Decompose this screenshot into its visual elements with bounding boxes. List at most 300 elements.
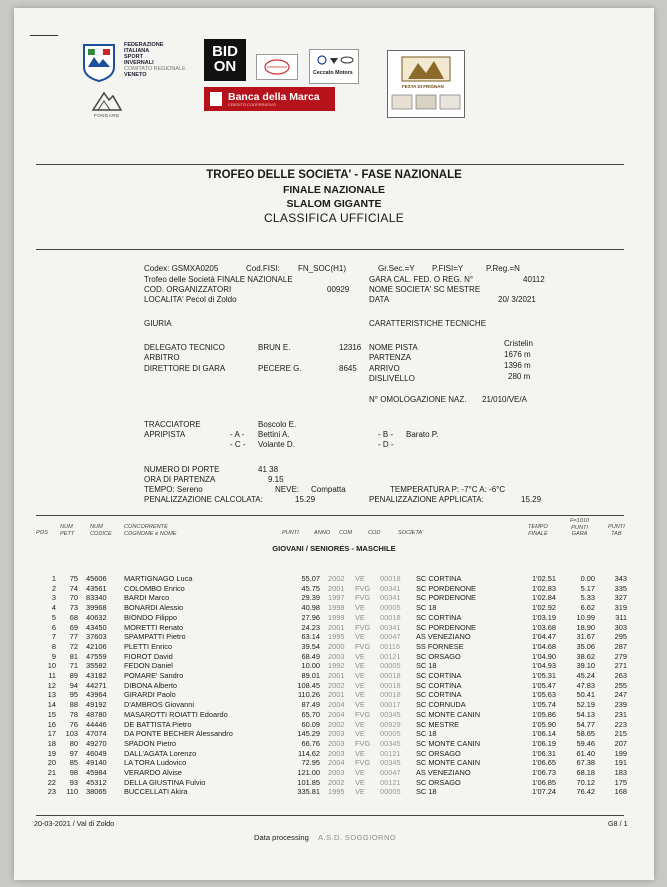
cell-societa: SC MONTE CANIN xyxy=(416,758,481,768)
cell-comitato: VE xyxy=(355,748,365,758)
cell-pos: 8 xyxy=(51,641,56,651)
cell-pettorale: 68 xyxy=(69,612,78,622)
cell-punti: 101.85 xyxy=(297,777,320,787)
cell-pos: 15 xyxy=(47,709,56,719)
cell-punti: 110.26 xyxy=(297,690,320,700)
cell-cod-societa: 00018 xyxy=(380,612,401,622)
cell-comitato: FVG xyxy=(355,709,371,719)
cell-codice: 43561 xyxy=(86,583,107,593)
cell-cod-societa: 00018 xyxy=(380,574,401,583)
cell-cod-societa: 00005 xyxy=(380,787,401,797)
cell-pettorale: 70 xyxy=(69,593,78,603)
codex: Codex: GSMXA0205 xyxy=(144,264,219,273)
cell-anno: 1997 xyxy=(328,593,345,603)
cell-codice: 45606 xyxy=(86,574,107,583)
cell-comitato: VE xyxy=(355,680,365,690)
cell-codice: 49270 xyxy=(86,738,107,748)
omologazione-value: 21/010/VE/A xyxy=(482,395,527,404)
cell-comitato: FVG xyxy=(355,641,371,651)
neve-value: Compatta xyxy=(311,485,346,494)
table-row xyxy=(14,787,654,797)
cell-codice: 42106 xyxy=(86,641,107,651)
cell-pos: 2 xyxy=(51,583,56,593)
cell-name: FEDON Daniel xyxy=(124,661,173,671)
delegato-code: 12316 xyxy=(339,343,362,352)
th-num-codice: NUM CODICE xyxy=(90,524,112,537)
cell-punti: 27.96 xyxy=(301,612,320,622)
cell-anno: 1999 xyxy=(328,612,345,622)
numero-porte-label: NUMERO DI PORTE xyxy=(144,465,220,474)
cell-pettorale: 85 xyxy=(69,758,78,768)
cell-pos: 20 xyxy=(47,758,56,768)
cell-pettorale: 97 xyxy=(69,748,78,758)
cell-pettorale: 76 xyxy=(69,719,78,729)
numero-porte-value: 41 38 xyxy=(258,465,279,474)
cell-tempo-finale: 1'06.85 xyxy=(531,777,556,787)
cell-tempo-finale: 1'05.74 xyxy=(531,700,556,710)
cell-anno: 2002 xyxy=(328,777,345,787)
cell-societa: SC CORTINA xyxy=(416,612,462,622)
cell-tempo-finale: 1'05.86 xyxy=(531,709,556,719)
direttore-label: DIRETTORE DI GARA xyxy=(144,364,226,373)
cell-name: DIBONA Alberto xyxy=(124,680,177,690)
cell-tempo-finale: 1'02.83 xyxy=(531,583,556,593)
partenza-label: PARTENZA xyxy=(369,353,411,362)
table-row xyxy=(14,778,654,788)
cell-anno: 2004 xyxy=(328,700,345,710)
cell-punti-tab: 335 xyxy=(614,583,627,593)
cell-codice: 49192 xyxy=(86,700,107,710)
trofeo-line: Trofeo delle Società FINALE NAZIONALE xyxy=(144,275,293,284)
arbitro-label: ARBITRO xyxy=(144,353,180,362)
cell-pettorale: 88 xyxy=(69,700,78,710)
table-row xyxy=(14,758,654,768)
cell-cod-societa: 00005 xyxy=(380,603,401,613)
cell-punti-tab: 327 xyxy=(614,593,627,603)
cell-societa: SC ORSAGO xyxy=(416,777,461,787)
cell-tempo-finale: 1'05.31 xyxy=(531,671,556,680)
cell-punti-tab: 223 xyxy=(614,719,627,729)
cell-punti-gara: 67.38 xyxy=(576,758,595,768)
table-row xyxy=(14,661,654,671)
table-row xyxy=(14,623,654,633)
cell-name: GIRARDI Paolo xyxy=(124,690,176,700)
cell-name: VERARDO Alvise xyxy=(124,768,182,777)
cell-punti-gara: 54.13 xyxy=(576,709,595,719)
tracciatore-label: TRACCIATORE xyxy=(144,420,201,429)
cell-cod-societa: 00018 xyxy=(380,680,401,690)
cell-codice: 48780 xyxy=(86,709,107,719)
apripista-c-label: - C - xyxy=(230,440,246,449)
cell-comitato: VE xyxy=(355,729,365,739)
arrivo-label: ARRIVO xyxy=(369,364,400,373)
cell-punti-gara: 58.65 xyxy=(576,729,595,739)
cell-comitato: VE xyxy=(355,719,365,729)
cell-pettorale: 94 xyxy=(69,680,78,690)
apripista-b-label: - B - xyxy=(378,430,394,439)
cell-cod-societa: 00018 xyxy=(380,671,401,680)
cell-punti-tab: 271 xyxy=(614,661,627,671)
cell-punti: 10.00 xyxy=(301,661,320,671)
cell-cod-societa: 00341 xyxy=(380,593,401,603)
cell-punti-gara: 47.83 xyxy=(576,680,595,690)
cell-comitato: FVG xyxy=(355,758,371,768)
bidon-logo: BID ON xyxy=(204,39,246,81)
cell-punti: 335.81 xyxy=(297,787,320,797)
cell-pos: 19 xyxy=(47,748,56,758)
cell-anno: 2002 xyxy=(328,574,345,583)
cell-name: MASAROTTI ROIATTI Edoardo xyxy=(124,709,228,719)
category-heading: GIOVANI / SENIORES - MASCHILE xyxy=(272,544,396,553)
cell-name: BONARDI Alessio xyxy=(124,603,184,613)
table-row xyxy=(14,720,654,730)
cell-anno: 2001 xyxy=(328,583,345,593)
table-row xyxy=(14,574,654,584)
cell-punti-gara: 70.12 xyxy=(576,777,595,787)
cell-comitato: VE xyxy=(355,777,365,787)
cell-comitato: FVG xyxy=(355,738,371,748)
direttore-code: 8645 xyxy=(339,364,357,373)
cell-pos: 6 xyxy=(51,622,56,632)
gara-cal-value: 40112 xyxy=(523,275,545,284)
dislivello-value: 280 m xyxy=(508,372,531,381)
cell-pos: 12 xyxy=(47,680,56,690)
penalizzazione-applicata-value: 15.29 xyxy=(521,495,542,504)
cell-societa: SC MESTRE xyxy=(416,719,460,729)
results-sheet xyxy=(14,8,654,880)
th-punti-tab: PUNTI TAB xyxy=(608,524,625,537)
cell-punti-gara: 5.33 xyxy=(580,593,595,603)
cell-name: DELLA GIUSTINA Fulvio xyxy=(124,777,206,787)
delegato-name: BRUN E. xyxy=(258,343,291,352)
cell-comitato: VE xyxy=(355,671,365,680)
cell-anno: 2002 xyxy=(328,719,345,729)
cell-punti-gara: 52.19 xyxy=(576,700,595,710)
table-row xyxy=(14,652,654,662)
cell-pettorale: 69 xyxy=(69,622,78,632)
cell-codice: 47559 xyxy=(86,651,107,661)
penalizzazione-calcolata-value: 15.29 xyxy=(295,495,316,504)
cell-pettorale: 103 xyxy=(65,729,78,739)
cell-pos: 16 xyxy=(47,719,56,729)
cell-cod-societa: 00929 xyxy=(380,719,401,729)
cell-pettorale: 77 xyxy=(69,632,78,642)
cell-punti: 68.49 xyxy=(301,651,320,661)
cell-tempo-finale: 1'05.47 xyxy=(531,680,556,690)
cell-comitato: VE xyxy=(355,651,365,661)
cell-punti-tab: 199 xyxy=(614,748,627,758)
table-row xyxy=(14,603,654,613)
cod-fisi-value: FN_SOC(H1) xyxy=(298,264,347,273)
apripista-a-value: Bettini A. xyxy=(258,430,290,439)
cell-tempo-finale: 1'04.47 xyxy=(531,632,556,642)
cell-societa: SC PORDENONE xyxy=(416,622,476,632)
table-row xyxy=(14,593,654,603)
cell-punti-tab: 343 xyxy=(614,574,627,583)
cell-societa: SC PORDENONE xyxy=(416,583,476,593)
th-anno: ANNO xyxy=(314,530,331,536)
cell-comitato: VE xyxy=(355,603,365,613)
cell-pos: 9 xyxy=(51,651,56,661)
cell-societa: SC 18 xyxy=(416,603,437,613)
cell-punti: 65.70 xyxy=(301,709,320,719)
cell-punti-tab: 279 xyxy=(614,651,627,661)
cell-societa: SC ORSAGO xyxy=(416,748,461,758)
cell-anno: 1998 xyxy=(328,603,345,613)
cell-anno: 2003 xyxy=(328,651,345,661)
cell-societa: AS VENEZIANO xyxy=(416,768,471,777)
cell-anno: 2003 xyxy=(328,738,345,748)
cell-pettorale: 73 xyxy=(69,603,78,613)
cell-societa: SC 18 xyxy=(416,661,437,671)
cell-name: D'AMBROS Giovanni xyxy=(124,700,195,710)
cell-name: BARDI Marco xyxy=(124,593,170,603)
cell-punti-tab: 168 xyxy=(614,787,627,797)
cell-punti: 63.14 xyxy=(301,632,320,642)
cell-codice: 39968 xyxy=(86,603,107,613)
table-row xyxy=(14,681,654,691)
cell-tempo-finale: 1'05.63 xyxy=(531,690,556,700)
cell-codice: 47074 xyxy=(86,729,107,739)
footer-page: G8 / 1 xyxy=(608,819,628,828)
cell-codice: 38065 xyxy=(86,787,107,797)
cell-anno: 2003 xyxy=(328,748,345,758)
table-row xyxy=(14,642,654,652)
cell-pos: 7 xyxy=(51,632,56,642)
cell-anno: 2000 xyxy=(328,641,345,651)
data-label: DATA xyxy=(369,295,390,304)
cell-codice: 37603 xyxy=(86,632,107,642)
partenza-value: 1676 m xyxy=(504,350,531,359)
cell-name: LA TORA Ludovico xyxy=(124,758,187,768)
data-value: 20/ 3/2021 xyxy=(498,295,536,304)
cell-tempo-finale: 1'03.19 xyxy=(531,612,556,622)
table-row xyxy=(14,739,654,749)
cell-codice: 40632 xyxy=(86,612,107,622)
festa-sponsor-logo xyxy=(387,50,465,118)
cell-cod-societa: 00345 xyxy=(380,709,401,719)
fisi-text: FEDERAZIONE ITALIANA SPORT INVERNALI COMITATO REGIONALE VENETO xyxy=(124,42,186,78)
cell-comitato: VE xyxy=(355,768,365,777)
cell-cod-societa: 00121 xyxy=(380,651,401,661)
footer-date-place: 20-03-2021 / Val di Zoldo xyxy=(34,819,115,828)
cell-punti-gara: 10.99 xyxy=(576,612,595,622)
cell-pettorale: 95 xyxy=(69,690,78,700)
cell-societa: SC CORNUDA xyxy=(416,700,466,710)
apripista-label: APRIPISTA xyxy=(144,430,186,439)
cell-comitato: VE xyxy=(355,787,365,797)
cell-punti: 24.23 xyxy=(301,622,320,632)
cell-punti-tab: 191 xyxy=(614,758,627,768)
cell-pos: 17 xyxy=(47,729,56,739)
table-row xyxy=(14,671,654,681)
cell-punti-tab: 303 xyxy=(614,622,627,632)
cell-comitato: FVG xyxy=(355,583,371,593)
table-row xyxy=(14,768,654,778)
cell-cod-societa: 00017 xyxy=(380,700,401,710)
apripista-b-value: Barato P. xyxy=(406,430,439,439)
cell-tempo-finale: 1'04.68 xyxy=(531,641,556,651)
cell-societa: SC 18 xyxy=(416,729,437,739)
temperatura: TEMPERATURA P: -7°C A: -6°C xyxy=(390,485,506,494)
cell-punti-gara: 45.24 xyxy=(576,671,595,680)
nome-pista-value: Cristelin xyxy=(504,339,533,348)
festa-label: FESTA DI FRIGNAN xyxy=(402,84,444,89)
cell-pos: 18 xyxy=(47,738,56,748)
cell-comitato: FVG xyxy=(355,622,371,632)
cell-pettorale: 93 xyxy=(69,777,78,787)
cell-punti-gara: 18.90 xyxy=(576,622,595,632)
rule-mid-2 xyxy=(36,515,624,516)
cell-cod-societa: 00018 xyxy=(380,690,401,700)
footer-processing-value: A.S.D. SOGGIORNO xyxy=(318,833,397,842)
cell-pos: 3 xyxy=(51,593,56,603)
neve-label: NEVE: xyxy=(275,485,300,494)
cell-punti: 89.01 xyxy=(301,671,320,680)
cell-punti: 60.09 xyxy=(301,719,320,729)
cell-punti-gara: 31.67 xyxy=(576,632,595,642)
cell-punti-tab: 215 xyxy=(614,729,627,739)
cell-pettorale: 71 xyxy=(69,661,78,671)
cell-societa: SC ORSAGO xyxy=(416,651,461,661)
rule-bottom xyxy=(36,815,624,816)
omologazione-label: N° OMOLOGAZIONE NAZ. xyxy=(369,395,467,404)
title-discipline: SLALOM GIGANTE xyxy=(286,198,382,210)
cell-tempo-finale: 1'07.24 xyxy=(531,787,556,797)
cell-codice: 46049 xyxy=(86,748,107,758)
cell-codice: 43182 xyxy=(86,671,107,680)
ora-partenza-value: 9.15 xyxy=(268,475,284,484)
cell-name: DALL'AGATA Lorenzo xyxy=(124,748,197,758)
cell-punti-gara: 35.06 xyxy=(576,641,595,651)
cell-punti-gara: 54.77 xyxy=(576,719,595,729)
ceccato-logo: Ceccato Motors xyxy=(309,49,359,84)
cod-org-value: 00929 xyxy=(327,285,350,294)
cell-name: DA PONTE BECHER Alessandro xyxy=(124,729,233,739)
th-societa: SOCIETA' xyxy=(398,530,424,536)
cell-punti: 121.00 xyxy=(297,768,320,777)
cell-pettorale: 74 xyxy=(69,583,78,593)
cell-name: PLETTI Enrico xyxy=(124,641,173,651)
cell-codice: 45312 xyxy=(86,777,107,787)
cell-punti-tab: 263 xyxy=(614,671,627,680)
cell-cod-societa: 00047 xyxy=(380,632,401,642)
cell-punti-tab: 175 xyxy=(614,777,627,787)
cell-pos: 22 xyxy=(47,777,56,787)
cell-societa: SC CORTINA xyxy=(416,680,462,690)
cell-punti-gara: 61.40 xyxy=(576,748,595,758)
cell-punti-tab: 287 xyxy=(614,641,627,651)
cell-societa: SC CORTINA xyxy=(416,574,462,583)
cell-tempo-finale: 1'02.84 xyxy=(531,593,556,603)
cell-cod-societa: 00345 xyxy=(380,738,401,748)
cell-punti-gara: 6.62 xyxy=(580,603,595,613)
cell-punti-tab: 295 xyxy=(614,632,627,642)
table-row xyxy=(14,613,654,623)
cell-comitato: VE xyxy=(355,632,365,642)
cell-punti: 40.98 xyxy=(301,603,320,613)
cell-punti-gara: 68.18 xyxy=(576,768,595,777)
cell-societa: SC CORTINA xyxy=(416,671,462,680)
cell-anno: 2004 xyxy=(328,758,345,768)
rule-top xyxy=(36,164,624,165)
apripista-c-value: Volante D. xyxy=(258,440,295,449)
cell-punti-tab: 183 xyxy=(614,768,627,777)
cell-anno: 2001 xyxy=(328,690,345,700)
cell-societa: SC 18 xyxy=(416,787,437,797)
gara-cal-label: GARA CAL. FED. O REG. N° xyxy=(369,275,474,284)
cell-punti-tab: 239 xyxy=(614,700,627,710)
cell-punti-tab: 319 xyxy=(614,603,627,613)
table-row xyxy=(14,729,654,739)
nome-societa: NOME SOCIETA' SC MESTRE xyxy=(369,285,481,294)
gr-sec: Gr.Sec.=Y xyxy=(378,264,415,273)
cell-punti-tab: 247 xyxy=(614,690,627,700)
cell-pos: 4 xyxy=(51,603,56,613)
cell-pettorale: 98 xyxy=(69,768,78,777)
cell-name: DE BATTISTA Pietro xyxy=(124,719,192,729)
cell-name: SPAMPATTI Pietro xyxy=(124,632,186,642)
cell-pettorale: 80 xyxy=(69,738,78,748)
cell-comitato: VE xyxy=(355,700,365,710)
cell-name: POMARE' Sandro xyxy=(124,671,184,680)
th-concorrente: CONCORRENTE COGNOME e NOME xyxy=(124,524,177,537)
cell-comitato: VE xyxy=(355,612,365,622)
cell-punti-gara: 39.10 xyxy=(576,661,595,671)
table-row xyxy=(14,749,654,759)
cell-cod-societa: 00345 xyxy=(380,758,401,768)
cell-anno: 2002 xyxy=(328,680,345,690)
cell-tempo-finale: 1'06.65 xyxy=(531,758,556,768)
fisi-logo-icon xyxy=(78,41,120,83)
cell-pos: 21 xyxy=(47,768,56,777)
cell-anno: 1995 xyxy=(328,787,345,797)
cell-cod-societa: 00047 xyxy=(380,768,401,777)
cell-name: BIONDO Filippo xyxy=(124,612,177,622)
mountain-logo-icon xyxy=(90,88,124,114)
cell-societa: AS VENEZIANO xyxy=(416,632,471,642)
penalizzazione-applicata-label: PENALIZZAZIONE APPLICATA: xyxy=(369,495,484,504)
cell-tempo-finale: 1'02.92 xyxy=(531,603,556,613)
cell-societa: SS FORNESE xyxy=(416,641,464,651)
cell-tempo-finale: 1'06.73 xyxy=(531,768,556,777)
cell-tempo-finale: 1'02.51 xyxy=(531,574,556,583)
cell-pettorale: 72 xyxy=(69,641,78,651)
giuria-heading: GIURIA xyxy=(144,319,172,328)
sponsor-emblem-icon xyxy=(257,55,297,79)
cell-pos: 1 xyxy=(51,574,56,583)
cod-fisi-label: Cod.FISI: xyxy=(246,264,280,273)
cell-punti: 29.39 xyxy=(301,593,320,603)
cell-anno: 2004 xyxy=(328,709,345,719)
cell-societa: SC MONTE CANIN xyxy=(416,738,481,748)
title-trofeo: TROFEO DELLE SOCIETA' - FASE NAZIONALE xyxy=(206,169,462,181)
direttore-name: PECERE G. xyxy=(258,364,302,373)
th-cod: COD xyxy=(368,530,381,536)
cell-societa: SC CORTINA xyxy=(416,690,462,700)
cell-tempo-finale: 1'05.90 xyxy=(531,719,556,729)
cell-anno: 2001 xyxy=(328,622,345,632)
table-row xyxy=(14,584,654,594)
cell-tempo-finale: 1'06.31 xyxy=(531,748,556,758)
apripista-a-label: - A - xyxy=(230,430,245,439)
cell-punti-gara: 59.46 xyxy=(576,738,595,748)
cell-pos: 5 xyxy=(51,612,56,622)
cell-punti-gara: 76.42 xyxy=(576,787,595,797)
table-row xyxy=(14,690,654,700)
cell-anno: 2003 xyxy=(328,768,345,777)
cell-name: COLOMBO Enrico xyxy=(124,583,185,593)
